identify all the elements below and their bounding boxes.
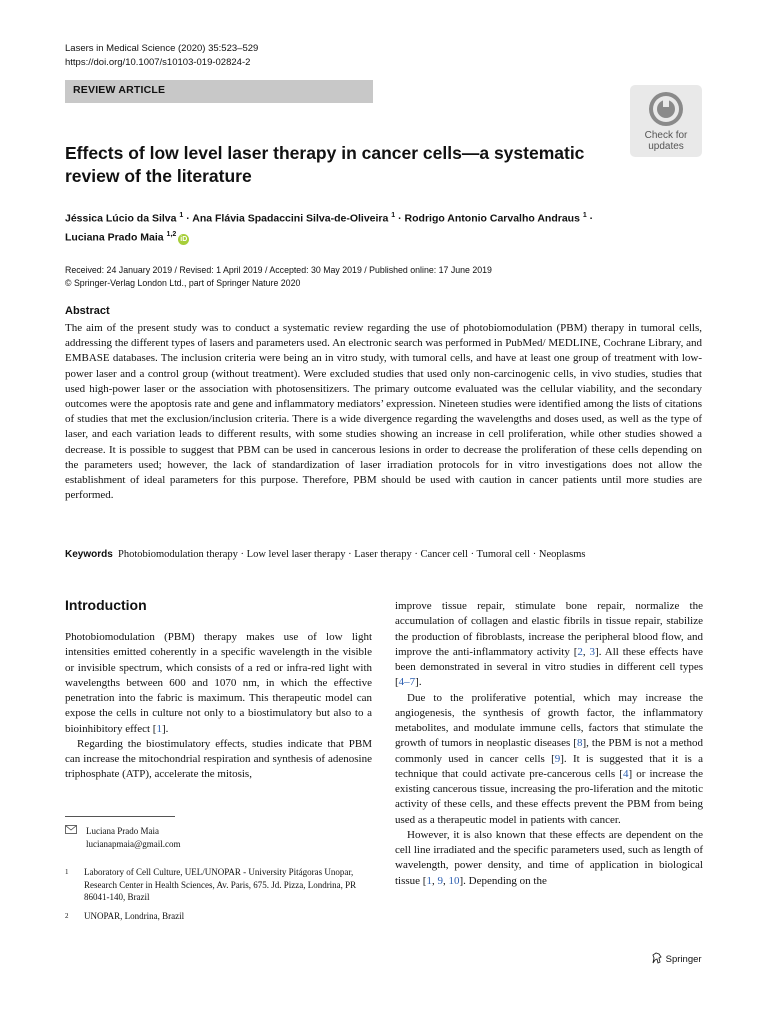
author-name[interactable]: Luciana Prado Maia: [65, 231, 164, 243]
author-name[interactable]: Ana Flávia Spadaccini Silva-de-Oliveira: [192, 212, 389, 225]
keyword: Neoplasms: [538, 549, 586, 560]
paragraph: Due to the proliferative potential, which may increase the angiogenesis, the synthesis of growth factor, the inflammatory metabolites, and modulate immune cells, factors that stimulate the growth of tumors in neoplastic diseases [8], the PBM is not a method commonly used in cancer cells [9]. It is suggested that it is a technique that could activate pre-cancerous cells [4] or increase the existing cancerous tissue, increasing the pro-liferation and the mitotic activity of these cells, and these effects prevent the PBM from being used as a therapeutic model in patients with cancer.: [395, 691, 704, 826]
keyword: Laser therapy: [354, 549, 412, 560]
check-updates-icon: [630, 85, 702, 157]
author-list: Jéssica Lúcio da Silva $^1$ · Ana Flávia Spadaccini Silva-de-Oliveira $^1$ · Rodrigo Antonio Carvalho Andraus $^1$ · Luciana Prado Maia $^{1,2}$iD: [65, 212, 594, 243]
abstract-heading: Abstract: [65, 305, 110, 317]
article-title: Effects of low level laser therapy in cancer cells—a systematic review of the literature: [65, 143, 585, 186]
copyright-icon: ©: [65, 278, 74, 288]
keyword: Low level laser therapy: [246, 549, 346, 560]
citation-link[interactable]: 8: [576, 737, 583, 750]
corresponding-email[interactable]: lucianapmaia@gmail.com: [86, 838, 181, 849]
author-affiliation-marker: 1: [391, 212, 396, 219]
keyword: Photobiomodulation therapy: [118, 549, 238, 560]
corresponding-author: Luciana Prado Maia: [86, 826, 159, 836]
paragraph: improve tissue repair, stimulate bone repair, normalize the accumulation of collagen and elastic fibrils in tissue repair, stabilize the production of fibroblasts, increase the peripheral blood flow, and improve the anti-inflammatory activity [2, 3]. All these effects have been demonstrated in several in vitro studies in different cell types [4–7].: [395, 600, 703, 689]
citation-link[interactable]: 1: [426, 874, 432, 887]
check-updates-line1: Check for: [644, 130, 688, 141]
keyword: Tumoral cell: [476, 549, 531, 560]
body-column-left: [65, 630, 372, 783]
article-type: REVIEW ARTICLE: [73, 84, 166, 96]
author-affiliation-marker: 1: [582, 212, 587, 219]
author-name[interactable]: Jéssica Lúcio da Silva: [65, 212, 177, 225]
keywords-label: Keywords: [65, 549, 113, 560]
keywords: Keywords Photobiomodulation therapy · Low level laser therapy · Laser therapy · Cancer cell · Tumoral cell · Neoplasms: [65, 549, 586, 560]
affiliation-text: Laboratory of Cell Culture, UEL/UNOPAR - University Pitágoras Unopar, Research Center in Health Sciences, Av. Paris, 675. Jd. Pizza, Londrina, PR 86041-140, Brazil: [84, 867, 357, 902]
springer-horse-icon: [651, 954, 666, 965]
publication-dates: Received: 24 January 2019 / Revised: 1 April 2019 / Accepted: 30 May 2019 / Published online: 17 June 2019: [65, 265, 492, 275]
doi-link[interactable]: https://doi.org/10.1007/s10103-019-02824-2: [65, 57, 251, 68]
keyword: Cancer cell: [420, 549, 468, 560]
introduction-heading: Introduction: [65, 597, 147, 613]
journal-header: [65, 42, 258, 70]
citation-link[interactable]: 4: [622, 767, 629, 780]
abstract-body: The aim of the present study was to conduct a systematic review regarding the use of photobiomodulation (PBM) therapy in tumoral cells, addressing the different types of lasers and parameters used. An electronic search was performed in PubMed/ MEDLINE, Cochrane Library, and EMBASE databases. The inclusion criteria were being an in vitro study, with tumoral cells, and have at least one group of treatment with low-power laser and a control group (without treatment). Were excluded studies that used only non-carcinogenic cells, in vivo studies, studies that used high-power laser or the association with photosensitizers. The primary outcome evaluated was the cellular viability, and the secondary outcomes were the apoptosis rate and gene and inflammatory mediators’ expression. Nineteen studies were identified among the lists of citations of studies that met the exclusion/inclusion criteria. There is a wide divergence regarding the wavelengths and doses used, as well as the type of laser, and each variation leads to different results, with some studies showing an increase in cell proliferation, while other studies showed a decrease. It is possible to suggest that PBM can be used in cancerous lesions in order to decrease the proliferation of these cells depending on the parameters used; however, the lack of standardization of laser irradiation protocols for in vitro investigations does not allow the establishment of ideal parameters for this purpose. Therefore, PBM should be used with caution in cancer patients until more studies are performed.: [65, 322, 703, 502]
copyright-line: [65, 277, 492, 290]
journal-citation: Lasers in Medical Science (2020) 35:523–529: [65, 43, 259, 54]
citation-link[interactable]: 3: [589, 645, 596, 658]
check-for-updates-badge[interactable]: [630, 85, 702, 157]
copyright-text: Springer-Verlag London Ltd., part of Springer Nature 2020: [73, 278, 301, 288]
affiliation-1: [65, 866, 370, 904]
author-affiliation-marker: 1,2: [166, 230, 177, 238]
publisher-name: Springer: [665, 954, 702, 965]
publication-info: [65, 264, 492, 290]
citation-link[interactable]: 4–7: [398, 676, 416, 689]
author-name[interactable]: Rodrigo Antonio Carvalho Andraus: [404, 212, 580, 225]
affiliation-number: 2: [65, 912, 69, 920]
citation-link[interactable]: 9: [437, 874, 443, 887]
orcid-icon[interactable]: iD: [180, 236, 188, 243]
paragraph: However, it is also known that these effects are dependent on the cell line irradiated and the specific parameters used, such as length of wavelength, power density, and time of application in biological tissue [1, 9, 10]. Depending on the: [395, 828, 703, 887]
affiliation-2: [65, 910, 370, 923]
author-affiliation-marker: 1: [179, 212, 184, 219]
footnote-divider: [65, 816, 175, 817]
affiliation-number: 1: [65, 868, 69, 876]
citation-link[interactable]: 9: [554, 752, 561, 765]
citation-link[interactable]: 10: [448, 874, 460, 887]
publisher-logo: [651, 952, 702, 965]
correspondence-note: [65, 825, 370, 850]
envelope-icon: [65, 825, 77, 838]
body-column-right: [395, 599, 703, 889]
citation-link[interactable]: 1: [156, 722, 162, 735]
citation-link[interactable]: 2: [577, 645, 583, 658]
check-updates-line2: updates: [648, 141, 684, 152]
paragraph: Regarding the biostimulatory effects, studies indicate that PBM can increase the mitochondrial respiration and synthesis of adenosine triphosphate (ATP), accelerate the mitosis,: [65, 737, 372, 781]
paragraph: Photobiomodulation (PBM) therapy makes use of low light intensities emitted coherently in a specific wavelength in the visible or invisible spectrum, which consists of a red or infra-red light with wavelengths between 600 and 1070 nm, in which the effective penetration into the fabric is maximum. This therapeutic model can expose the cells in culture not only to a biostimulatory but also to a bioinhibitory effect [1].: [65, 631, 372, 735]
affiliation-text: UNOPAR, Londrina, Brazil: [84, 911, 185, 921]
article-type-banner: [65, 80, 373, 103]
